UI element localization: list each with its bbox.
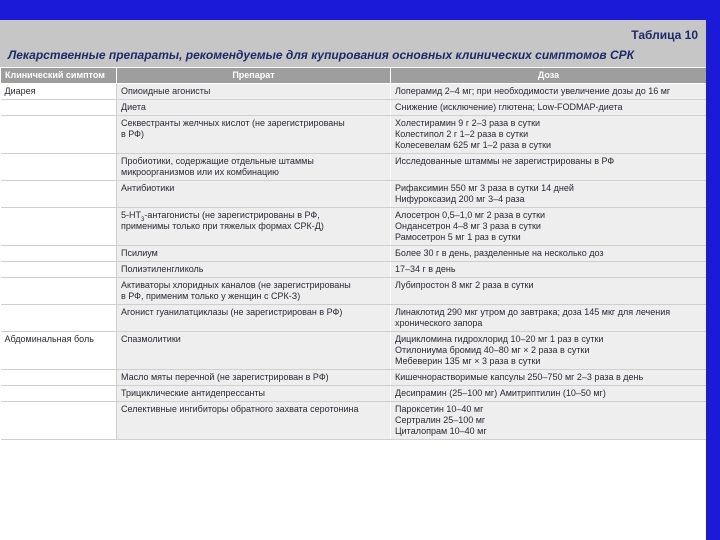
dose-cell <box>391 116 707 154</box>
symptom-cell <box>1 246 117 262</box>
symptom-cell <box>1 305 117 332</box>
table-row <box>1 305 707 332</box>
table-row <box>1 370 707 386</box>
column-header-row <box>1 68 707 84</box>
dose-cell <box>391 305 707 332</box>
table-row <box>1 278 707 305</box>
table-row <box>1 246 707 262</box>
table-number-label: Таблица 10 <box>631 28 698 42</box>
dose-cell <box>391 84 707 100</box>
symptom-cell <box>1 370 117 386</box>
drug-cell <box>117 262 391 278</box>
symptom-cell <box>1 262 117 278</box>
drug-text: Псилиум <box>121 248 158 258</box>
drug-text: Масло мяты перечной (не зарегистрирован в РФ) <box>121 372 329 382</box>
symptom-cell <box>1 402 117 440</box>
dose-cell <box>391 402 707 440</box>
drug-cell <box>117 84 391 100</box>
symptom-cell <box>1 181 117 208</box>
table-row <box>1 181 707 208</box>
dose-cell <box>391 154 707 181</box>
symptom-cell <box>1 332 117 370</box>
drug-text: микроорганизмов или их комбинацию <box>121 167 279 177</box>
dose-text: Кишечнорастворимые капсулы 250–750 мг 2–3 раза в день <box>395 372 644 382</box>
drug-cell <box>117 278 391 305</box>
table-row <box>1 208 707 246</box>
drug-text: Трициклические антидепрессанты <box>121 388 266 398</box>
symptom-cell <box>1 84 117 100</box>
dose-text: Сертралин 25–100 мг <box>395 415 486 425</box>
dose-cell <box>391 370 707 386</box>
dose-text: Ондансетрон 4–8 мг 3 раза в сутки <box>395 221 541 231</box>
drug-cell <box>117 208 391 246</box>
slide <box>0 20 706 540</box>
drug-text: $5-НТ_3$-антагонисты (не зарегистрированы в РФ, <box>121 210 320 223</box>
drug-text: Пробиотики, содержащие отдельные штаммы <box>121 156 314 166</box>
drug-table <box>0 67 706 440</box>
drug-text: Активаторы хлоридных каналов (не зарегистрированы <box>121 280 351 290</box>
dose-text: Снижение (исключение) глютена; Low-FODMAP-диета <box>395 102 623 112</box>
table-row <box>1 116 707 154</box>
dose-cell <box>391 246 707 262</box>
dose-text: Более 30 г в день, разделенные на несколько доз <box>395 248 604 258</box>
drug-cell <box>117 116 391 154</box>
table-row <box>1 154 707 181</box>
drug-cell <box>117 402 391 440</box>
drug-text: Полиэтиленгликоль <box>121 264 204 274</box>
drug-text: в РФ) <box>121 129 145 139</box>
dose-text: Исследованные штаммы не зарегистрированы в РФ <box>395 156 615 166</box>
drug-text: в РФ, применим только у женщин с СРК-З) <box>121 291 301 301</box>
drug-cell <box>117 332 391 370</box>
table-row <box>1 100 707 116</box>
column-header-drug: Препарат <box>117 68 391 84</box>
table-row <box>1 386 707 402</box>
dose-text: Линаклотид 290 мкг утром до завтрака; доза 145 мкг для лечения <box>395 307 671 317</box>
dose-text: Мебеверин 135 мг × 3 раза в сутки <box>395 356 541 366</box>
dose-text: Лоперамид 2–4 мг; при необходимости увеличение дозы до 16 мг <box>395 86 671 96</box>
drug-cell <box>117 370 391 386</box>
symptom-text: Диарея <box>4 86 36 96</box>
symptom-cell <box>1 208 117 246</box>
dose-text: Дицикломина гидрохлорид 10–20 мг 1 раз в сутки <box>395 334 604 344</box>
drug-text: Агонист гуанилатциклазы (не зарегистрирован в РФ) <box>121 307 343 317</box>
column-header-dose: Доза <box>391 68 707 84</box>
drug-text: Опиоидные агонисты <box>121 86 211 96</box>
dose-text: хронического запора <box>395 318 483 328</box>
drug-cell <box>117 246 391 262</box>
dose-text: Отилониума бромид 40–80 мг × 2 раза в сутки <box>395 345 590 355</box>
table-row <box>1 402 707 440</box>
drug-cell <box>117 100 391 116</box>
symptom-cell <box>1 278 117 305</box>
dose-cell <box>391 332 707 370</box>
table-row <box>1 84 707 100</box>
dose-cell <box>391 386 707 402</box>
table-row <box>1 332 707 370</box>
drug-text: Диета <box>121 102 146 112</box>
dose-text: Холестирамин 9 г 2–3 раза в сутки <box>395 118 541 128</box>
drug-cell <box>117 181 391 208</box>
symptom-cell <box>1 100 117 116</box>
dose-text: Колестипол 2 г 1–2 раза в сутки <box>395 129 529 139</box>
symptom-cell <box>1 386 117 402</box>
dose-cell <box>391 278 707 305</box>
symptom-cell <box>1 154 117 181</box>
drug-cell <box>117 154 391 181</box>
dose-cell <box>391 181 707 208</box>
table-title: Лекарственные препараты, рекомендуемые для купирования основных клинических симптомов СРК <box>8 48 635 62</box>
table-row <box>1 262 707 278</box>
dose-text: Рифаксимин 550 мг 3 раза в сутки 14 дней <box>395 183 574 193</box>
dose-text: Десипрамин (25–100 мг) Амитриптилин (10–50 мг) <box>395 388 606 398</box>
dose-text: 17–34 г в день <box>395 264 456 274</box>
column-header-symptom: Клинический симптом <box>1 68 117 84</box>
dose-text: Пароксетин 10–40 мг <box>395 404 484 414</box>
dose-cell <box>391 100 707 116</box>
dose-cell <box>391 208 707 246</box>
symptom-cell <box>1 116 117 154</box>
symptom-text: Абдоминальная боль <box>4 334 94 344</box>
drug-text: Антибиотики <box>121 183 175 193</box>
drug-text: Селективные ингибиторы обратного захвата серотонина <box>121 404 359 414</box>
drug-text: Спазмолитики <box>121 334 181 344</box>
dose-text: Циталопрам 10–40 мг <box>395 426 487 436</box>
dose-text: Лубипростон 8 мкг 2 раза в сутки <box>395 280 534 290</box>
drug-cell <box>117 305 391 332</box>
dose-text: Колесевелам 625 мг 1–2 раза в сутки <box>395 140 552 150</box>
dose-cell <box>391 262 707 278</box>
dose-text: Алосетрон 0,5–1,0 мг 2 раза в сутки <box>395 210 546 220</box>
drug-cell <box>117 386 391 402</box>
drug-text: применимы только при тяжелых формах СРК-Д) <box>121 221 324 231</box>
table-header-band <box>0 20 706 67</box>
dose-text: Нифуроксазид 200 мг 3–4 раза <box>395 194 525 204</box>
drug-text: Секвестранты желчных кислот (не зарегистрированы <box>121 118 345 128</box>
dose-text: Рамосетрон 5 мг 1 раз в сутки <box>395 232 521 242</box>
